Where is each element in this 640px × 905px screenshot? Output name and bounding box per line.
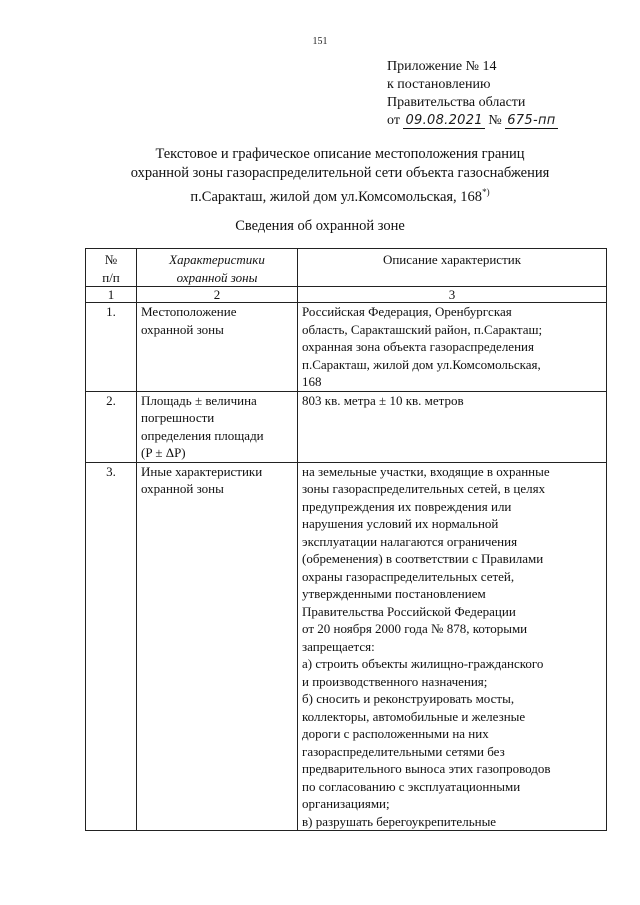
title-line-3 (60, 183, 620, 207)
description-line: Правительства Российской Федерации (302, 603, 516, 619)
description-line: газораспределительными сетями без (302, 743, 505, 759)
column-number-1: 1 (86, 287, 137, 303)
column-number-3: 3 (298, 287, 607, 303)
characteristic-line: охранной зоны (141, 481, 224, 496)
row-number: 1. (86, 303, 137, 392)
description-line: нарушения условий их нормальной (302, 516, 499, 531)
description-line: эксплуатации налагаются ограничения (302, 533, 518, 549)
characteristic-line: определения площади (141, 427, 264, 443)
characteristic-line: Иные характеристики (141, 463, 263, 479)
description-line: и производственного назначения; (302, 673, 488, 689)
handwritten-date: 09.08.2021 (405, 113, 483, 128)
section-title: Сведения об охранной зоне (235, 218, 405, 234)
characteristic-line: погрешности (141, 410, 215, 425)
description-line: область, Саракташский район, п.Саракташ; (302, 321, 543, 337)
description-line: охранная зона объекта газораспределения (302, 339, 534, 354)
header-num-line-2: п/п (102, 269, 120, 285)
appendix-line-3: Правительства области (387, 95, 526, 110)
table-row (86, 391, 607, 462)
row-description (298, 462, 607, 831)
title-line-2: охранной зоны газораспределительной сети объекта газоснабжения (130, 165, 550, 181)
title-line-1: Текстовое и графическое описание местоположения границ (155, 146, 525, 162)
zone-table (85, 248, 607, 831)
characteristic-line: Площадь ± величина (141, 392, 257, 408)
description-line: Российская Федерация, Оренбургская (302, 304, 512, 319)
appendix-date-line (387, 112, 627, 130)
row-number: 3. (86, 462, 137, 831)
row-number: 2. (86, 391, 137, 462)
row-description (298, 391, 607, 462)
header-char-line-1: Характеристики (169, 252, 265, 267)
table-header-row (86, 249, 607, 287)
document-title (60, 145, 620, 207)
page-number: 151 (312, 36, 328, 47)
table-row (86, 462, 607, 831)
description-line: запрещается: (302, 638, 375, 654)
number-prefix: № (488, 113, 502, 128)
appendix-line-2: к постановлению (387, 77, 491, 92)
row-characteristic (137, 462, 298, 831)
header-characteristics (137, 249, 298, 287)
description-line: от 20 ноября 2000 года № 878, которыми (302, 621, 528, 636)
table-body (86, 303, 607, 831)
table-row (86, 303, 607, 392)
column-number-row (86, 287, 607, 303)
characteristic-line: охранной зоны (141, 321, 224, 337)
description-line: 803 кв. метра ± 10 кв. метров (302, 392, 464, 408)
appendix-block (387, 58, 627, 130)
description-line: в) разрушать берегоукрепительные (302, 813, 497, 829)
description-line: (обременения) в соответствии с Правилами (302, 551, 544, 566)
description-line: 168 (302, 374, 322, 389)
header-num (86, 249, 137, 287)
description-line: по согласованию с эксплуатационными (302, 778, 521, 794)
footnote-mark: *) (482, 187, 490, 197)
row-characteristic (137, 303, 298, 392)
title-line-3-text: п.Саракташ, жилой дом ул.Комсомольская, 168 (190, 188, 483, 205)
description-line: коллекторы, автомобильные и железные (302, 708, 526, 724)
description-line: охраны газораспределительных сетей, (302, 568, 515, 584)
appendix-line-1: Приложение № 14 (387, 59, 497, 74)
header-num-line-1: № (104, 252, 118, 267)
description-line: п.Саракташ, жилой дом ул.Комсомольская, (302, 356, 541, 372)
description-line: б) сносить и реконструировать мосты, (302, 691, 515, 706)
description-line: на земельные участки, входящие в охранные (302, 463, 550, 479)
row-description (298, 303, 607, 392)
from-prefix: от (387, 113, 400, 128)
characteristic-line: (P ± ΔP) (141, 445, 186, 460)
description-line: дороги с расположенными на них (302, 726, 489, 741)
description-line: зоны газораспределительных сетей, в целях (302, 481, 546, 496)
description-line: утвержденными постановлением (302, 586, 486, 601)
header-description: Описание характеристик (298, 249, 607, 287)
description-line: а) строить объекты жилищно-гражданского (302, 656, 544, 671)
characteristic-line: Местоположение (141, 304, 237, 319)
description-line: предупреждения их повреждения или (302, 498, 512, 514)
row-characteristic (137, 391, 298, 462)
handwritten-number: 675-пп (507, 113, 556, 128)
header-char-line-2: охранной зоны (176, 269, 258, 285)
column-number-2: 2 (137, 287, 298, 303)
description-line: предварительного выноса этих газопроводов (302, 761, 551, 776)
description-line: организациями; (302, 796, 390, 811)
